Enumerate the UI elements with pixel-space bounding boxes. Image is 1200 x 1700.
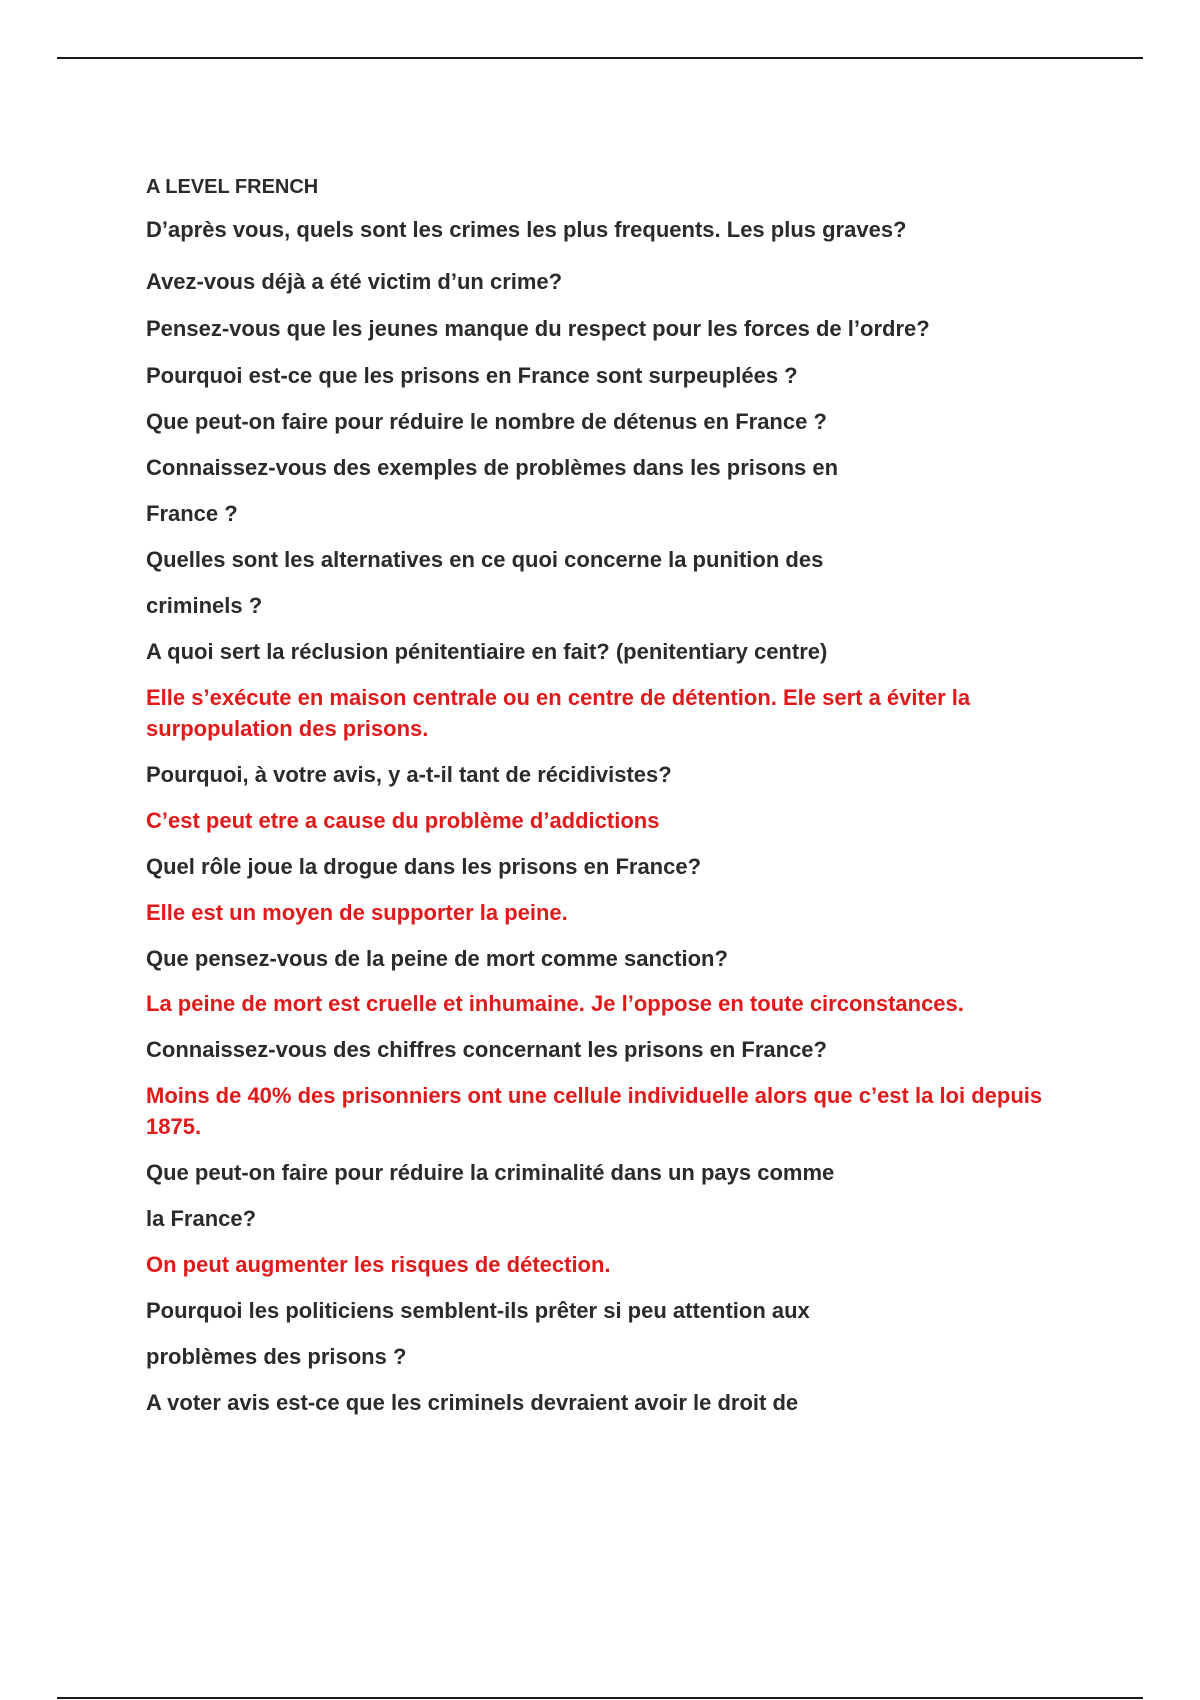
answer-line: C’est peut etre a cause du problème d’addictions	[146, 808, 660, 833]
answer-line: Elle est un moyen de supporter la peine.	[146, 900, 568, 925]
question-line: D’après vous, quels sont les crimes les plus frequents. Les plus graves?	[146, 217, 907, 242]
question-line: criminels ?	[146, 593, 263, 618]
question-line: A voter avis est-ce que les criminels devraient avoir le droit de	[146, 1390, 799, 1415]
question-line: Pourquoi, à votre avis, y a-t-il tant de récidivistes?	[146, 762, 672, 787]
answer-line: On peut augmenter les risques de détection.	[146, 1252, 611, 1277]
question-line: Quel rôle joue la drogue dans les prisons en France?	[146, 854, 702, 879]
answer-line: La peine de mort est cruelle et inhumaine. Je l’oppose en toute circonstances.	[146, 991, 964, 1016]
question-line: la France?	[146, 1206, 257, 1231]
question-line: Que peut-on faire pour réduire la criminalité dans un pays comme	[146, 1160, 835, 1185]
top-rule	[57, 57, 1143, 59]
question-line: Que peut-on faire pour réduire le nombre de détenus en France ?	[146, 409, 827, 434]
question-line: Avez-vous déjà a été victim d’un crime?	[146, 269, 563, 294]
question-line: Connaissez-vous des exemples de problèmes dans les prisons en	[146, 455, 839, 480]
question-line: problèmes des prisons ?	[146, 1344, 407, 1369]
question-line: Que pensez-vous de la peine de mort comme sanction?	[146, 946, 728, 971]
answer-line: Elle s’exécute en maison centrale ou en centre de détention. Ele sert a éviter la surpopulation des prisons.	[146, 685, 971, 741]
document-body	[146, 171, 1076, 1418]
question-line: Pourquoi les politiciens semblent-ils prêter si peu attention aux	[146, 1298, 810, 1323]
question-line: Pensez-vous que les jeunes manque du respect pour les forces de l’ordre?	[146, 316, 930, 341]
bottom-rule	[57, 1697, 1143, 1699]
page-title: A LEVEL FRENCH	[146, 176, 319, 198]
answer-line: Moins de 40% des prisonniers ont une cellule individuelle alors que c’est la loi depuis 1875.	[146, 1083, 1043, 1139]
question-line: A quoi sert la réclusion pénitentiaire en fait? (penitentiary centre)	[146, 639, 828, 664]
question-line: Connaissez-vous des chiffres concernant les prisons en France?	[146, 1037, 827, 1062]
question-line: France ?	[146, 501, 238, 526]
question-line: Pourquoi est-ce que les prisons en France sont surpeuplées ?	[146, 363, 798, 388]
question-line: Quelles sont les alternatives en ce quoi concerne la punition des	[146, 547, 824, 572]
